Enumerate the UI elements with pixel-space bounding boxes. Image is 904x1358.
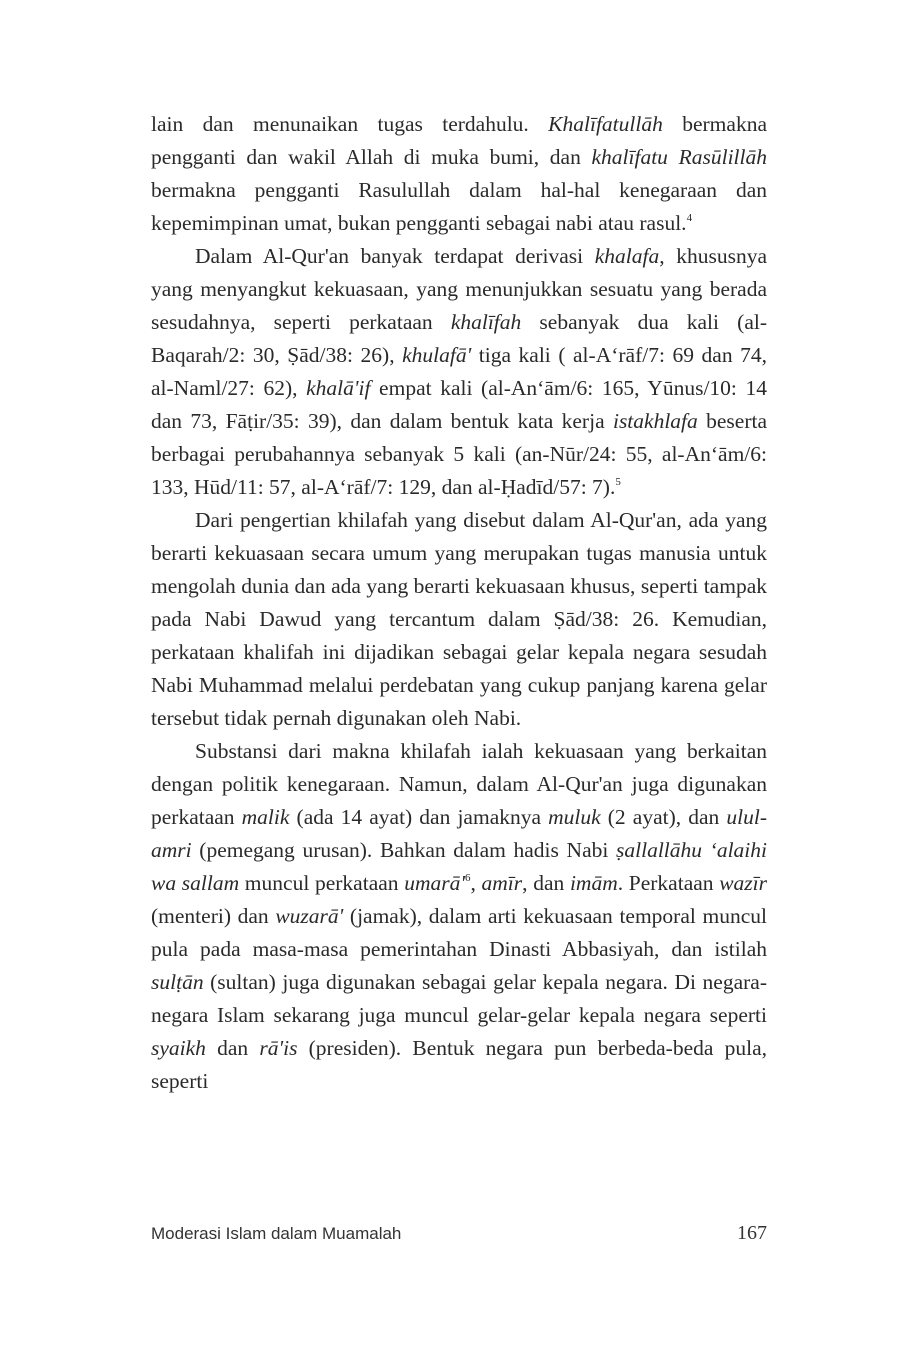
paragraph-1 xyxy=(151,108,767,240)
segment-italic: ulul-amri xyxy=(151,805,767,862)
paragraph-2 xyxy=(151,240,767,504)
segment: . Perkataan xyxy=(617,871,720,895)
segment: Dalam Al-Qur'an banyak terdapat derivasi xyxy=(195,244,595,268)
segment: (2 ayat), dan xyxy=(600,805,727,829)
segment: beserta berbagai perubahannya sebanyak 5 kali (an-Nūr/24: 55, al-An‘ām/6: 133, Hūd/11: 57, al-A‘rāf/7: 129, dan al-Ḥadīd/57: 7). xyxy=(151,409,768,499)
segment: (jamak), dalam arti kekuasaan temporal muncul pula pada masa-masa pemerintahan Dinasti Abbasiyah, dan istilah xyxy=(151,904,767,961)
segment-italic: ṣallallāhu ‘alaihi wa sallam xyxy=(151,838,768,895)
footnote-ref: 5 xyxy=(615,476,621,488)
segment-italic: malik xyxy=(241,805,290,829)
segment-italic: Khalīfatullāh xyxy=(548,112,663,136)
segment-italic: rā'is xyxy=(259,1036,298,1060)
segment: bermakna pengganti dan wakil Allah di muka bumi, dan xyxy=(151,112,767,169)
segment-italic: khalīfah xyxy=(450,310,522,334)
segment: , khususnya yang menyangkut kekuasaan, yang menunjukkan sesuatu yang berada sesudahnya, seperti perkataan xyxy=(151,244,767,334)
segment: (presiden). Bentuk negara pun berbeda-beda pula, seperti xyxy=(151,1036,767,1093)
segment-italic: imām xyxy=(569,871,618,895)
segment: dan xyxy=(205,1036,260,1060)
segment: tiga kali ( al-A‘rāf/7: 69 dan 74, al-Naml/27: 62), xyxy=(151,343,767,400)
segment: empat kali (al-An‘ām/6: 165, Yūnus/10: 14 dan 73, Fāṭir/35: 39), dan dalam bentuk kata kerja xyxy=(151,376,767,433)
segment: , dan xyxy=(522,871,570,895)
footnote-ref: 6 xyxy=(464,872,471,884)
segment-italic: amīr xyxy=(481,871,523,895)
segment: bermakna pengganti Rasulullah dalam hal-hal kenegaraan dan kepemimpinan umat, bukan pengganti sebagai nabi atau rasul. xyxy=(151,178,767,235)
segment: (sultan) juga digunakan sebagai gelar kepala negara. Di negara-negara Islam sekarang juga muncul gelar-gelar kepala negara seperti xyxy=(151,970,767,1027)
segment: Dari pengertian khilafah yang disebut dalam Al-Qur'an, ada yang berarti kekuasaan secara umum yang merupakan tugas manusia untuk mengolah dunia dan ada yang berarti kekuasaan khusus, seperti tampak pada Nabi Dawud yang tercantum dalam Ṣād/38: 26. Kemudian, perkataan khalifah ini dijadikan sebagai gelar kepala negara sesudah Nabi Muhammad melalui perdebatan yang cukup panjang karena gelar tersebut tidak pernah digunakan oleh Nabi. xyxy=(151,508,767,730)
segment: (pemegang urusan). Bahkan dalam hadis Nabi xyxy=(191,838,616,862)
page-footer xyxy=(151,1222,767,1252)
page-number: 167 xyxy=(737,1222,767,1244)
paragraph-3 xyxy=(151,504,767,735)
segment-italic: wuzarā' xyxy=(275,904,344,928)
segment: Substansi dari makna khilafah ialah kekuasaan yang berkaitan dengan politik kenegaraan. Namun, dalam Al-Qur'an juga digunakan perkataan xyxy=(151,739,767,829)
segment-italic: sulṭān xyxy=(151,970,204,994)
segment-italic: wazīr xyxy=(719,871,768,895)
segment-italic: istakhlafa xyxy=(612,409,698,433)
segment: lain dan menunaikan tugas terdahulu. xyxy=(151,112,549,136)
segment: (menteri) dan xyxy=(151,904,276,928)
footnote-ref: 4 xyxy=(686,212,693,224)
segment-italic: syaikh xyxy=(151,1036,206,1060)
segment-italic: khalā'if xyxy=(306,376,371,400)
running-title: Moderasi Islam dalam Muamalah xyxy=(151,1224,402,1243)
segment-italic: khalafa xyxy=(594,244,660,268)
segment: muncul perkataan xyxy=(239,871,405,895)
segment-italic: khulafā' xyxy=(402,343,472,367)
segment: , xyxy=(470,871,482,895)
segment: sebanyak dua kali (al-Baqarah/2: 30, Ṣād/38: 26), xyxy=(151,310,767,367)
body-text xyxy=(151,108,767,1098)
segment-italic: muluk xyxy=(548,805,601,829)
segment-italic: khalīfatu Rasūlillāh xyxy=(591,145,767,169)
paragraph-4 xyxy=(151,735,767,1098)
segment: (ada 14 ayat) dan jamaknya xyxy=(289,805,549,829)
segment-italic: umarā' xyxy=(404,871,465,895)
